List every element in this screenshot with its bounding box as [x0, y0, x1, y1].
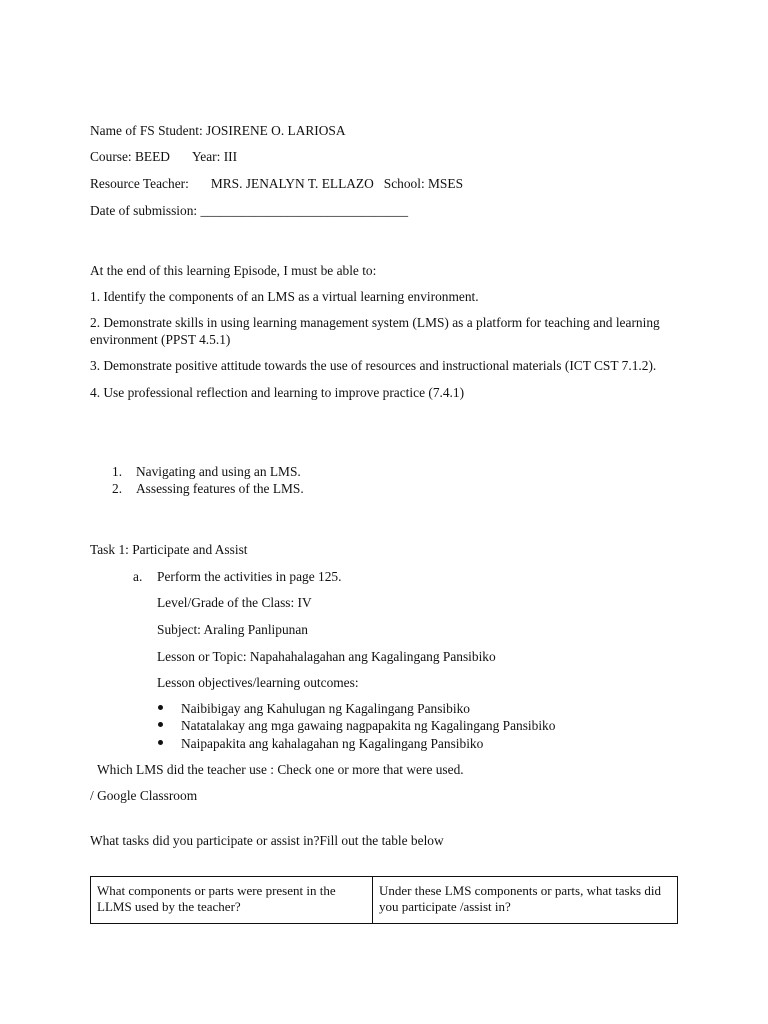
table-header-components: What components or parts were present in the LLMS used by the teacher?: [91, 877, 373, 923]
year: Year: III: [191, 149, 238, 164]
outcomes-intro: At the end of this learning Episode, I must be able to:: [90, 263, 377, 278]
table-intro: What tasks did you participate or assist in?Fill out the table below: [90, 833, 444, 848]
lesson-topic: Lesson or Topic: Napahahalagahan ang Kagalingang Pansibiko: [157, 649, 496, 664]
list-number: 1.: [112, 464, 123, 479]
lms-question: Which LMS did the teacher use : Check one or more that were used.: [97, 762, 464, 777]
outcome-item: 4. Use professional reflection and learning to improve practice (7.4.1): [90, 385, 465, 400]
list-item: [157, 700, 555, 717]
topic-list: [112, 463, 304, 498]
list-text: Assessing features of the LMS.: [136, 481, 304, 497]
task-item-a: [133, 568, 341, 585]
subject: Subject: Araling Panlipunan: [157, 622, 308, 637]
task-item-label: a.: [133, 569, 143, 584]
list-text: Navigating and using an LMS.: [136, 464, 301, 479]
resource-teacher-label: Resource Teacher:: [90, 176, 189, 191]
list-text: Naipapakita ang kahalagahan ng Kagalingang Pansibiko: [181, 735, 484, 751]
resource-teacher-name: MRS. JENALYN T. ELLAZO: [210, 176, 374, 191]
lms-answer: / Google Classroom: [90, 788, 198, 803]
objectives-list: [157, 700, 555, 752]
course-year-line: [90, 148, 237, 165]
outcome-item: 3. Demonstrate positive attitude towards the use of resources and instructional materials (ICT CST 7.1.2).: [90, 358, 657, 373]
outcome-item: 2. Demonstrate skills in using learning management system (LMS) as a platform for teaching and learning environment (PPST 4.5.1): [90, 315, 660, 348]
list-item: [157, 735, 555, 752]
class-level: Level/Grade of the Class: IV: [157, 595, 312, 610]
task-title: Task 1: Participate and Assist: [90, 542, 248, 557]
student-name: Name of FS Student: JOSIRENE O. LARIOSA: [90, 123, 346, 138]
list-item: [112, 480, 304, 497]
list-text: Naibibigay ang Kahulugan ng Kagalingang Pansibiko: [181, 701, 470, 716]
table-header-tasks: Under these LMS components or parts, what tasks did you participate /assist in?: [379, 883, 661, 914]
resource-teacher-line: [90, 175, 463, 192]
outcome-item: 1. Identify the components of an LMS as a virtual learning environment.: [90, 289, 479, 304]
date-of-submission: Date of submission: _______________________________: [90, 203, 409, 218]
list-number: 2.: [112, 481, 123, 497]
school: School: MSES: [383, 176, 464, 191]
tasks-table: [90, 876, 678, 924]
objectives-label: Lesson objectives/learning outcomes:: [157, 675, 359, 690]
task-item-text: Perform the activities in page 125.: [157, 569, 342, 584]
list-item: [157, 717, 555, 734]
list-item: [112, 463, 304, 480]
list-text: Natatalakay ang mga gawaing nagpapakita ng Kagalingang Pansibiko: [181, 718, 556, 734]
course: Course: BEED: [90, 149, 170, 164]
